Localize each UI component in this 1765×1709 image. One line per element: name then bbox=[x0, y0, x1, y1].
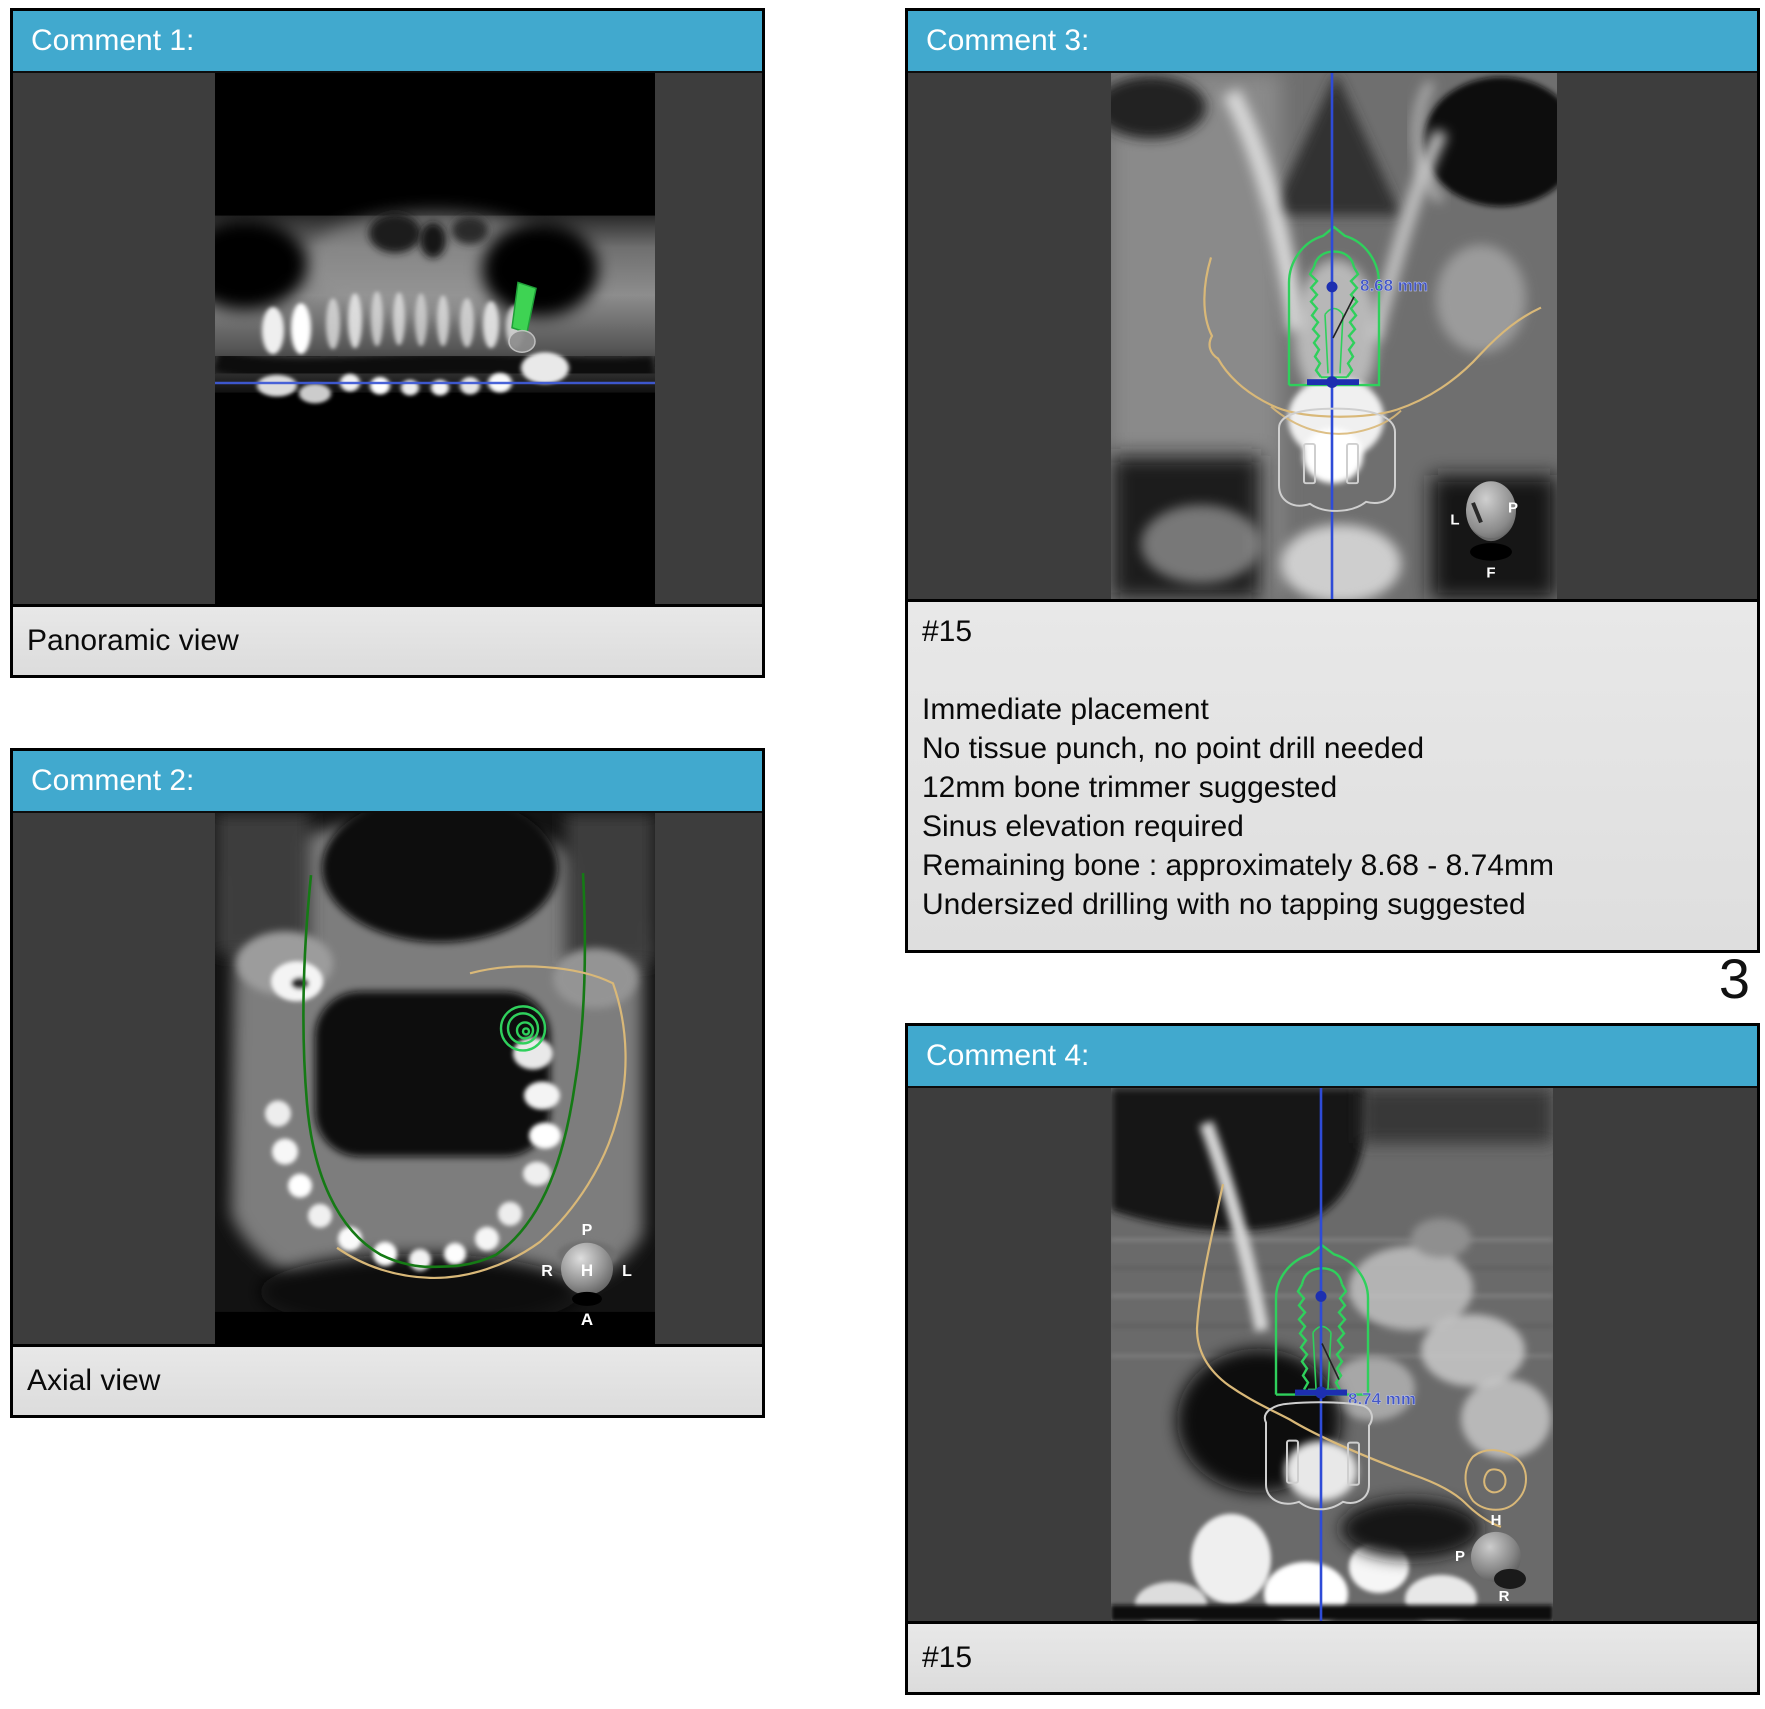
comment1-panel bbox=[10, 8, 765, 678]
note-line: Sinus elevation required bbox=[922, 810, 1244, 843]
comment2-panel bbox=[10, 748, 765, 1418]
comment4-caption bbox=[908, 1621, 1757, 1692]
orientation-label-a: A bbox=[580, 1309, 594, 1329]
comment1-header bbox=[13, 11, 762, 73]
comment1-title: Comment 1: bbox=[31, 24, 195, 57]
comment2-title: Comment 2: bbox=[31, 764, 195, 797]
comment3-title: Comment 3: bbox=[926, 24, 1090, 57]
comment2-image-area bbox=[13, 813, 762, 1344]
note-line: Immediate placement bbox=[922, 693, 1209, 726]
orientation-label-p2: P bbox=[1507, 500, 1519, 517]
orientation-label-l: L bbox=[622, 1262, 632, 1280]
sagittal-image bbox=[1111, 1088, 1553, 1621]
comment3-panel bbox=[905, 8, 1760, 953]
tooth-number-label: #15 bbox=[922, 615, 973, 648]
orientation-label-h2: H bbox=[1490, 1511, 1502, 1529]
comment2-caption bbox=[13, 1344, 762, 1415]
page-number: 3 bbox=[1718, 947, 1750, 1010]
orientation-label-r: R bbox=[541, 1262, 553, 1280]
comment1-caption bbox=[13, 604, 762, 675]
note-line: 12mm bone trimmer suggested bbox=[922, 771, 1338, 804]
panoramic-image bbox=[215, 73, 655, 604]
measure-point-top bbox=[1327, 282, 1338, 293]
orientation-label-r2: R bbox=[1498, 1587, 1510, 1605]
comment3-notes bbox=[908, 599, 1757, 950]
measure-point-bottom-sagittal bbox=[1315, 1387, 1327, 1399]
axial-image bbox=[215, 813, 655, 1344]
note-line: No tissue punch, no point drill needed bbox=[922, 732, 1425, 765]
coronal-ct bbox=[1111, 73, 1557, 599]
comment1-caption-text: Panoramic view bbox=[27, 624, 239, 657]
comment2-header bbox=[13, 751, 762, 813]
comment1-image-area bbox=[13, 73, 762, 604]
comment3-header bbox=[908, 11, 1757, 73]
notes-spacer bbox=[922, 651, 1739, 690]
note-line: Undersized drilling with no tapping suggested bbox=[922, 888, 1526, 921]
axial-ct bbox=[215, 813, 655, 1344]
measure-point-bottom bbox=[1326, 376, 1338, 388]
occlusal-dark-band bbox=[215, 360, 655, 370]
comment4-panel bbox=[905, 1023, 1760, 1695]
measurement-label-868: 8.68 mm bbox=[1360, 276, 1428, 295]
comment3-image-area bbox=[908, 73, 1757, 599]
comment4-title: Comment 4: bbox=[926, 1039, 1090, 1072]
orientation-label-f: F bbox=[1486, 565, 1496, 582]
comment2-caption-text: Axial view bbox=[27, 1364, 161, 1397]
coronal-image bbox=[1111, 73, 1557, 599]
panoramic-xray bbox=[215, 73, 655, 604]
orientation-label-h: H bbox=[580, 1260, 594, 1280]
comment4-image-area bbox=[908, 1088, 1757, 1621]
sagittal-ct bbox=[1111, 1088, 1553, 1621]
measurement-label-874: 8.74 mm bbox=[1348, 1389, 1416, 1409]
note-line: Remaining bone : approximately 8.68 - 8.74mm bbox=[922, 849, 1554, 882]
right-sinus-shadow bbox=[482, 222, 598, 316]
orientation-label-p: P bbox=[581, 1221, 593, 1239]
orientation-label-p3: P bbox=[1454, 1547, 1466, 1565]
comment4-caption-text: #15 bbox=[922, 1641, 973, 1674]
slice-indicator-line bbox=[215, 382, 655, 384]
orientation-label-l2: L bbox=[1450, 512, 1460, 529]
measure-point-top-sagittal bbox=[1316, 1291, 1327, 1302]
comment4-header bbox=[908, 1026, 1757, 1088]
